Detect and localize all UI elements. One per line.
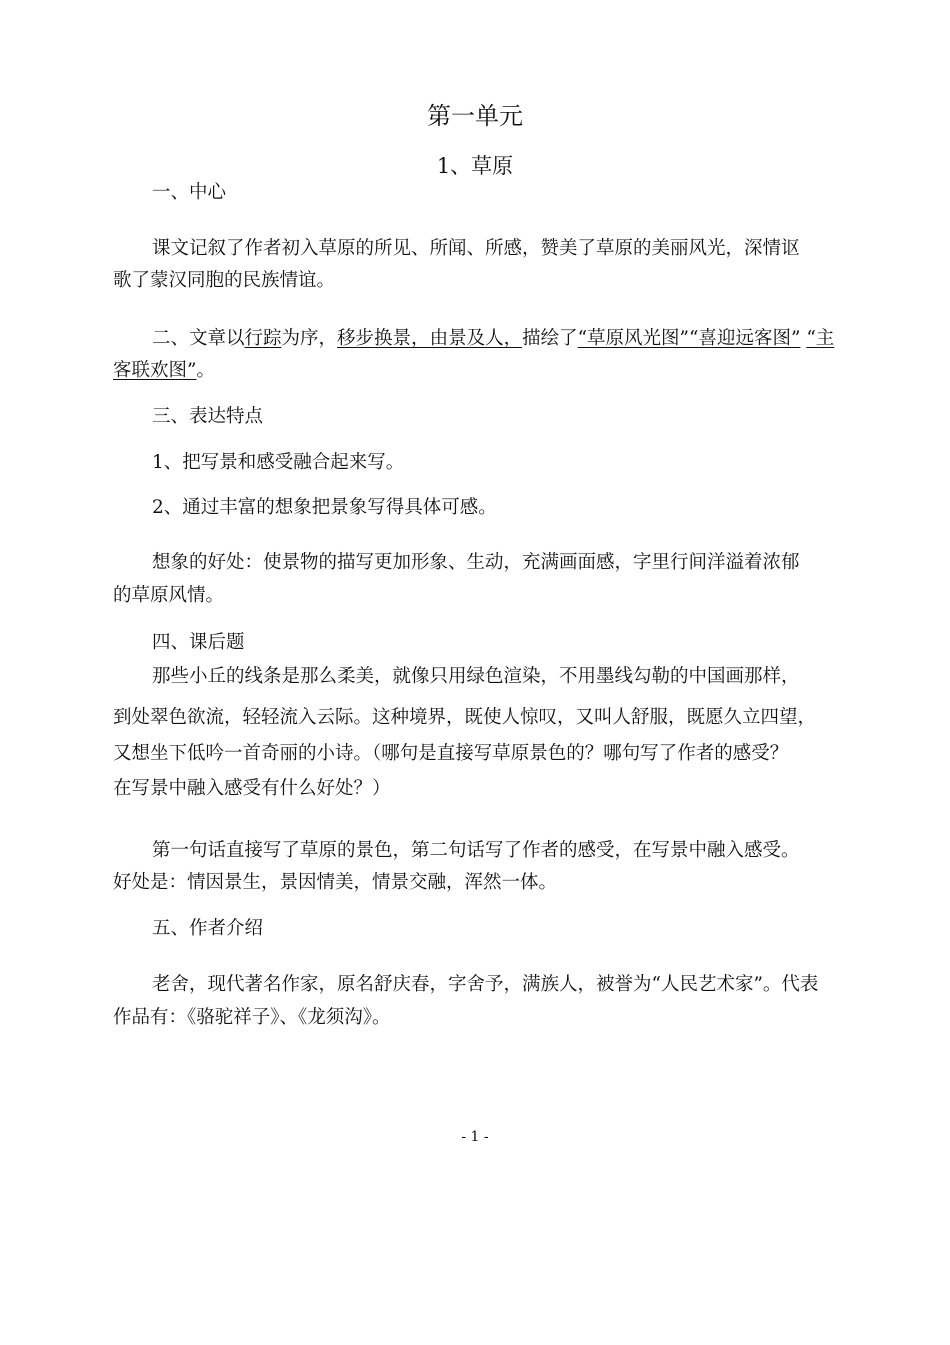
center-text-line-2: 歌了蒙汉同胞的民族情谊。 [113, 270, 336, 291]
imagination-benefit-line-1: 想象的好处：使景物的描写更加形象、生动，充满画面感，字里行间洋溢着浓郁 [152, 552, 800, 573]
unit-title: 第一单元 [427, 102, 523, 130]
exercise-answer-line-2: 好处是：情因景生，景因情美，情景交融，浑然一体。 [113, 872, 558, 893]
underlined-term-yingke: “喜迎远客图” [689, 328, 801, 349]
structure-text-a: 二、文章以 [152, 328, 245, 349]
exercise-answer-line-1: 第一句话直接写了草原的景色，第二句话写了作者的感受，在写景中融入感受。 [152, 840, 800, 861]
exercise-question-line-1: 那些小丘的线条是那么柔美，就像只用绿色渲染，不用墨线勾勒的中国画那样， [152, 666, 800, 687]
page-number: - 1 - [461, 1129, 489, 1145]
section-heading-author: 五、作者介绍 [152, 918, 264, 939]
structure-text-d: 描绘了 [522, 328, 578, 349]
underlined-term-kelianhuan: 客联欢图” [113, 360, 197, 381]
section-heading-center: 一、中心 [152, 182, 227, 203]
underlined-term-zhu: “主 [806, 328, 835, 349]
exercise-question-line-3: 又想坐下低吟一首奇丽的小诗。（哪句是直接写草原景色的？哪句写了作者的感受？ [113, 743, 789, 764]
structure-text-b: 为序， [281, 328, 338, 349]
underlined-term-fengguang: “草原风光图” [577, 328, 690, 349]
center-text-line-1: 课文记叙了作者初入草原的所见、所闻、所感，赞美了草原的美丽风光，深情讴 [152, 238, 800, 259]
lesson-title: 1、草原 [436, 154, 514, 178]
exercise-question-line-2: 到处翠色欲流，轻轻流入云际。这种境界，既使人惊叹，又叫人舒服，既愿久立四望， [113, 707, 817, 728]
feature-point-2: 2、通过丰富的想象把景象写得具体可感。 [152, 497, 497, 518]
structure-line-1 [152, 326, 842, 352]
imagination-benefit-line-2: 的草原风情。 [113, 585, 225, 606]
structure-text-f: 。 [196, 360, 215, 381]
underlined-term-youjing: 由景及人， [429, 328, 523, 349]
feature-point-1: 1、把写景和感受融合起来写。 [152, 452, 405, 473]
underlined-term-xingzong: 行踪 [244, 328, 282, 349]
section-heading-exercise: 四、课后题 [152, 632, 245, 653]
author-intro-line-1: 老舍，现代著名作家，原名舒庆春，字舍予，满族人，被誉为“人民艺术家”。代表 [152, 974, 819, 995]
underlined-term-yibu: 移步换景， [337, 328, 430, 349]
author-intro-line-2: 作品有：《骆驼祥子》、《龙须沟》。 [113, 1007, 391, 1028]
section-heading-features: 三、表达特点 [152, 406, 264, 427]
exercise-question-line-4: 在写景中融入感受有什么好处？） [113, 778, 391, 799]
structure-line-2 [113, 358, 843, 384]
